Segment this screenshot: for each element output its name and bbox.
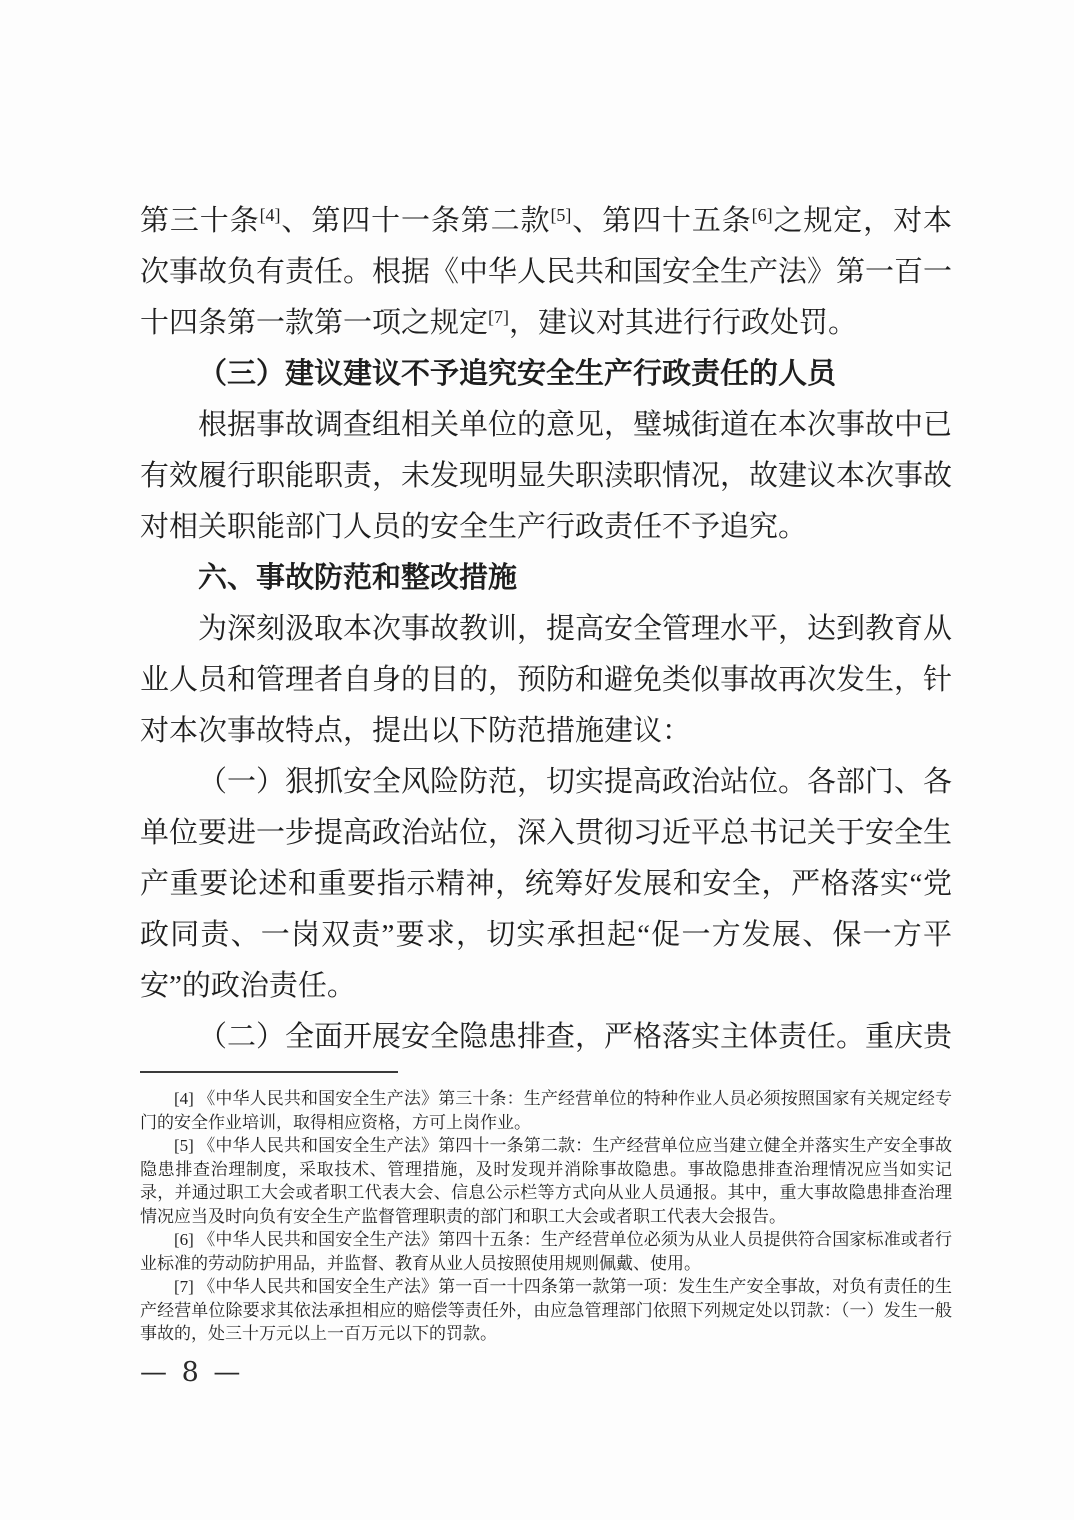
chapter-heading: 六、事故防范和整改措施 [198, 562, 518, 594]
footnote-ref: [7] [488, 307, 509, 327]
footnote-ref: [5] [550, 205, 572, 225]
footnote-label: [5] [174, 1136, 199, 1155]
footnote-item: [4] 《中华人民共和国安全生产法》第三十条：生产经营单位的特种作业人员必须按照国家有关规定经专门的安全作业培训，取得相应资格，方可上岗作业。 [140, 1089, 953, 1132]
paragraph: 根据事故调查组相关单位的意见，璧城街道在本次事故中已有效履行职能职责，未发现明显失职渎职情况，故建议本次事故对相关职能部门人员的安全生产行政责任不予追究。 [140, 409, 953, 543]
paragraph: 第三十条[4]、第四十一条第二款[5]、第四十五条[6]之规定，对本次事故负有责任。根据《中华人民共和国安全生产法》第一百一十四条第一款第一项之规定[7]，建议对其进行行政处罚。 [140, 205, 953, 339]
subsection-heading: （三）建议建议不予追究安全生产行政责任的人员 [198, 358, 837, 390]
body-text [140, 196, 952, 1063]
paragraph: （二）全面开展安全隐患排查，严格落实主体责任。重庆贵 [198, 1021, 953, 1053]
footnote-item: [6] 《中华人民共和国安全生产法》第四十五条：生产经营单位必须为从业人员提供符合国家标准或者行业标准的劳动防护用品，并监督、教育从业人员按照使用规则佩戴、使用。 [140, 1230, 953, 1273]
footnote-ref: [6] [751, 205, 773, 225]
footnote-item: [5] 《中华人民共和国安全生产法》第四十一条第二款：生产经营单位应当建立健全并落实生产安全事故隐患排查治理制度，采取技术、管理措施，及时发现并消除事故隐患。事故隐患排查治理情况应当如实记录，并通过职工大会或者职工代表大会、信息公示栏等方式向从业人员通报。其中，重大事故隐患排查治理情况应当及时向负有安全生产监督管理职责的部门和职工大会或者职工代表大会报告。 [140, 1136, 953, 1226]
footnote-label: [7] [174, 1277, 199, 1296]
footnote-separator [140, 1071, 398, 1073]
footnote-label: [4] [174, 1089, 199, 1108]
footnote-item: [7] 《中华人民共和国安全生产法》第一百一十四条第一款第一项：发生生产安全事故，对负有责任的生产经营单位除要求其依法承担相应的赔偿等责任外，由应急管理部门依照下列规定处以罚款：（一）发生一般事故的，处三十万元以上一百万元以下的罚款。 [140, 1277, 953, 1343]
footnotes [140, 1087, 952, 1346]
page-content [140, 196, 952, 1388]
footnote-ref: [4] [259, 205, 281, 225]
page-number: — 8 — [140, 1356, 244, 1388]
footnote-label: [6] [174, 1230, 199, 1249]
paragraph: （一）狠抓安全风险防范，切实提高政治站位。各部门、各单位要进一步提高政治站位，深入贯彻习近平总书记关于安全生产重要论述和重要指示精神，统筹好发展和安全，严格落实“党政同责、一岗双责”要求，切实承担起“促一方发展、保一方平安”的政治责任。 [140, 766, 953, 1002]
paragraph: 为深刻汲取本次事故教训，提高安全管理水平，达到教育从业人员和管理者自身的目的，预防和避免类似事故再次发生，针对本次事故特点，提出以下防范措施建议： [140, 613, 953, 747]
